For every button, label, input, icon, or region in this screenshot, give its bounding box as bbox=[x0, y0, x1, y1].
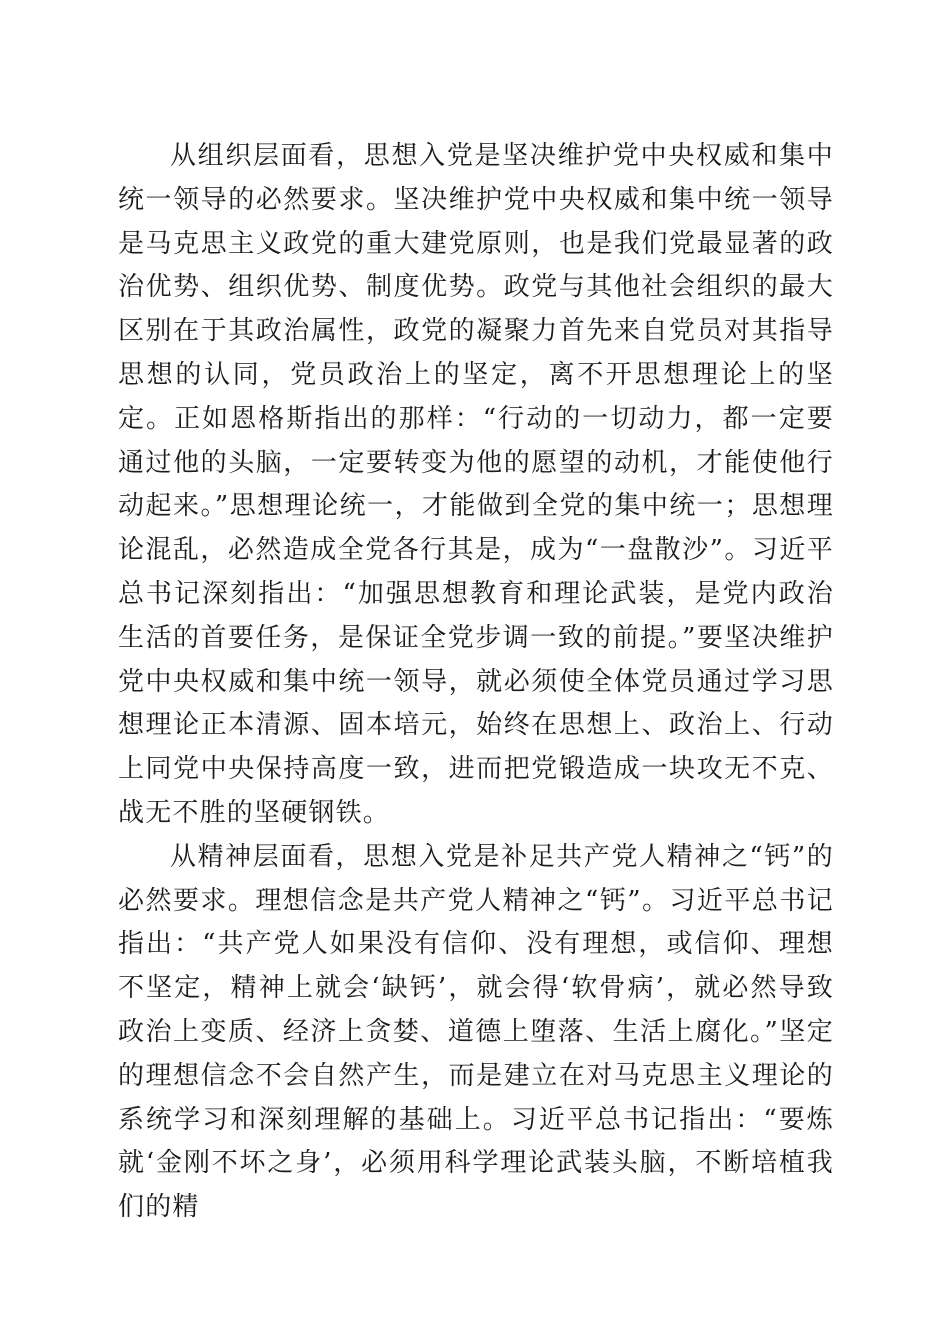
paragraph-organizational-level: 从组织层面看，思想入党是坚决维护党中央权威和集中统一领导的必然要求。坚决维护党中央权威和集中统一领导是马克思主义政党的重大建党原则，也是我们党最显著的政治优势、组织优势、制度优势。政党与其他社会组织的最大区别在于其政治属性，政党的凝聚力首先来自党员对其指导思想的认同，党员政治上的坚定，离不开思想理论上的坚定。正如恩格斯指出的那样：“行动的一切动力，都一定要通过他的头脑，一定要转变为他的愿望的动机，才能使他行动起来。”思想理论统一，才能做到全党的集中统一；思想理论混乱，必然造成全党各行其是，成为“一盘散沙”。习近平总书记深刻指出：“加强思想教育和理论武装，是党内政治生活的首要任务，是保证全党步调一致的前提。”要坚决维护党中央权威和集中统一领导，就必须使全体党员通过学习思想理论正本清源、固本培元，始终在思想上、政治上、行动上同党中央保持高度一致，进而把党锻造成一块攻无不克、战无不胜的坚硬钢铁。 bbox=[118, 141, 834, 828]
paragraph-spiritual-level: 从精神层面看，思想入党是补足共产党人精神之“钙”的必然要求。理想信念是共产党人精神之“钙”。习近平总书记指出：“共产党人如果没有信仰、没有理想，或信仰、理想不坚定，精神上就会‘缺钙’，就会得‘软骨病’，就必然导致政治上变质、经济上贪婪、道德上堕落、生活上腐化。”坚定的理想信念不会自然产生，而是建立在对马克思主义理论的系统学习和深刻理解的基础上。习近平总书记指出：“要炼就‘金刚不坏之身’，必须用科学理论武装头脑，不断培植我们的精 bbox=[118, 841, 834, 1223]
document-body bbox=[118, 135, 834, 1230]
